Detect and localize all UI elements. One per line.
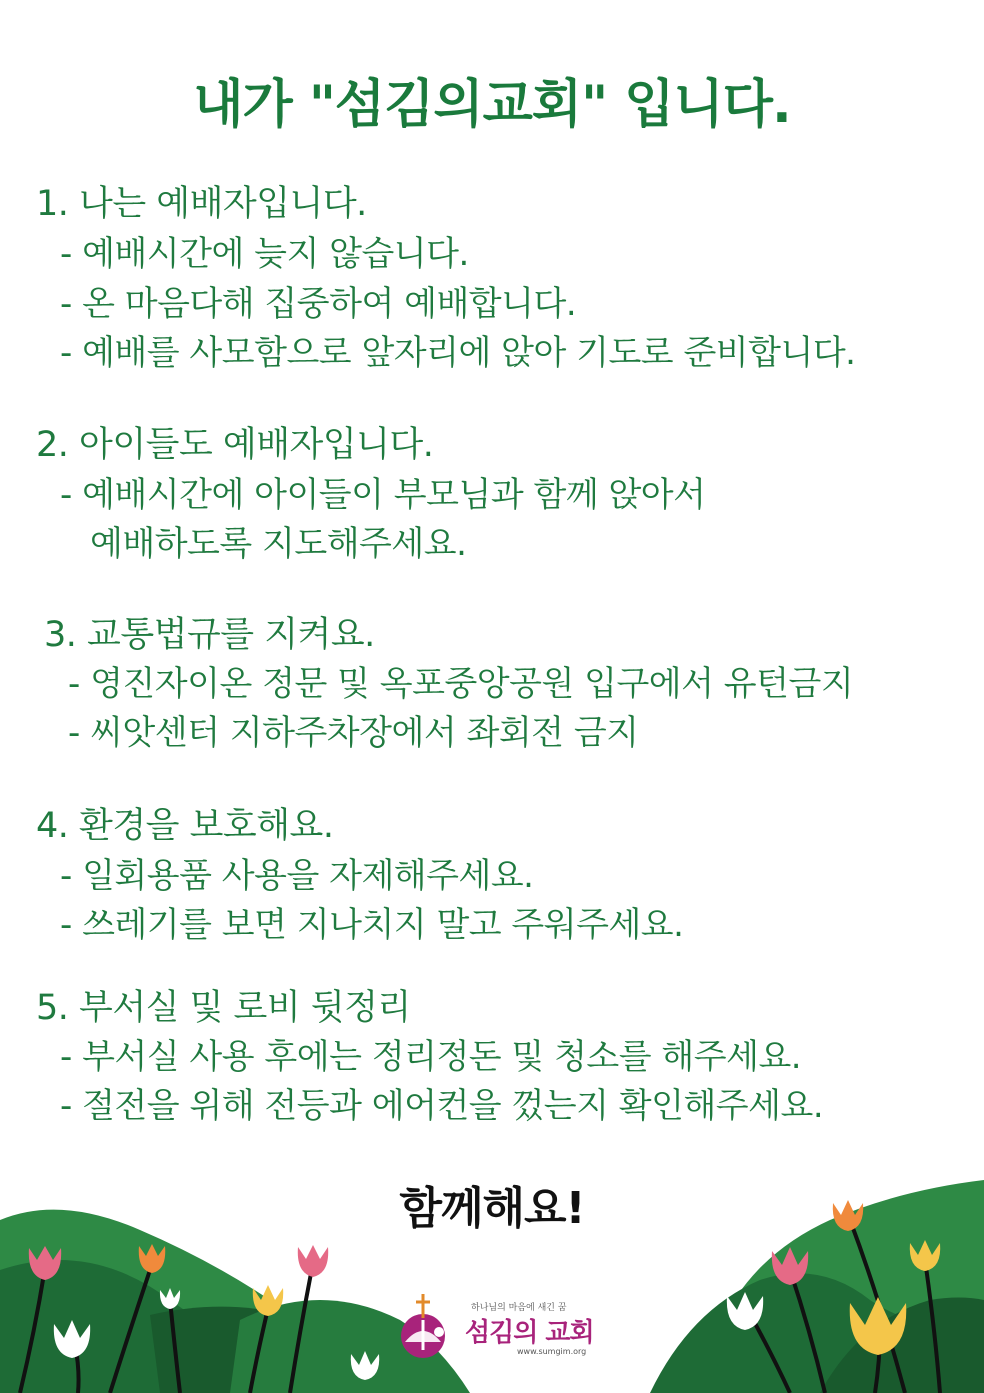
- section-3-item-2: - 씨앗센터 지하주차장에서 좌회전 금지: [68, 713, 639, 753]
- section-2-heading: 2. 아이들도 예배자입니다.: [36, 425, 434, 465]
- section-1-item-3: - 예배를 사모함으로 앞자리에 앉아 기도로 준비합니다.: [60, 333, 856, 373]
- logo-slogan: 하나님의 마음에 새긴 꿈: [471, 1303, 567, 1313]
- section-4-heading: 4. 환경을 보호해요.: [36, 806, 334, 846]
- section-2-item-1: - 예배시간에 아이들이 부모님과 함께 앉아서: [60, 475, 706, 515]
- page-title: 내가 "섬김의교회" 입니다.: [193, 75, 791, 135]
- church-logo: [395, 1290, 595, 1366]
- section-1-item-2: - 온 마음다해 집중하여 예배합니다.: [60, 284, 577, 324]
- section-4-item-1: - 일회용품 사용을 자제해주세요.: [60, 856, 534, 896]
- closing-message: 함께해요!: [399, 1183, 585, 1234]
- section-1-heading: 1. 나는 예배자입니다.: [36, 184, 367, 224]
- section-5-item-1: - 부서실 사용 후에는 정리정돈 및 청소를 해주세요.: [60, 1037, 802, 1077]
- section-3-heading: 3. 교통법규를 지켜요.: [44, 615, 375, 655]
- section-2-item-2: 예배하도록 지도해주세요.: [90, 524, 467, 564]
- tulip-pink-center: [298, 1245, 328, 1277]
- church-emblem-icon: [395, 1290, 465, 1366]
- section-5-heading: 5. 부서실 및 로비 뒷정리: [36, 988, 411, 1028]
- section-4-item-2: - 쓰레기를 보면 지나치지 말고 주워주세요.: [60, 905, 684, 945]
- section-3-item-1: - 영진자이온 정문 및 옥포중앙공원 입구에서 유턴금지: [68, 664, 854, 704]
- section-5-item-2: - 절전을 위해 전등과 에어컨을 껐는지 확인해주세요.: [60, 1086, 824, 1126]
- logo-url: www.sumgim.org: [517, 1347, 587, 1356]
- logo-name: 섬김의 교회: [465, 1318, 594, 1348]
- section-1-item-1: - 예배시간에 늦지 않습니다.: [60, 234, 469, 274]
